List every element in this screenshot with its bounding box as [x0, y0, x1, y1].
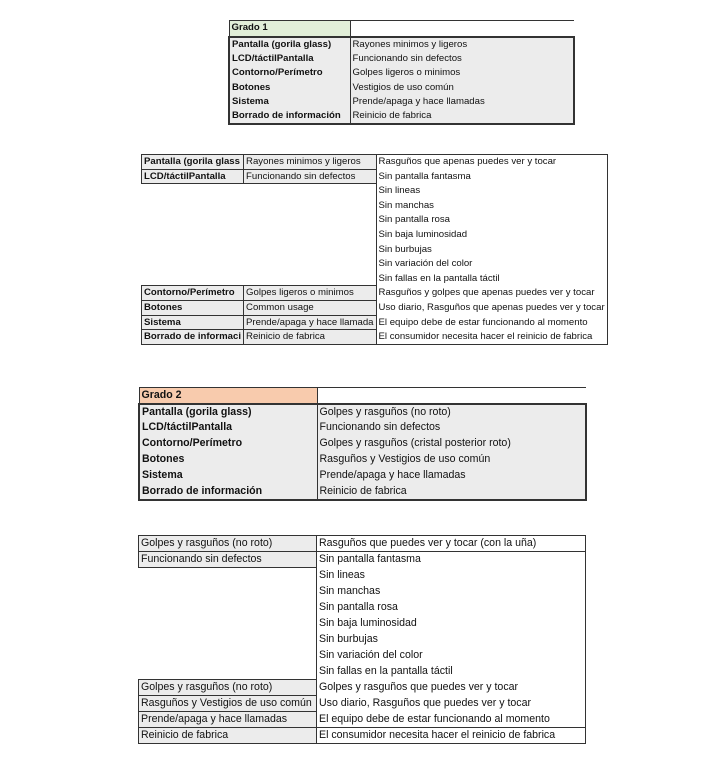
grado2-title: Grado 2: [139, 388, 317, 404]
table-row: [139, 436, 586, 452]
table-row: [229, 109, 574, 124]
row-label: [142, 213, 244, 228]
table-row: [142, 315, 608, 330]
table-row: [139, 404, 586, 420]
row-value: [244, 227, 376, 242]
table-row: [139, 728, 586, 744]
row-value: [139, 664, 317, 680]
table-row: [139, 420, 586, 436]
row-detail: Sin burbujas: [317, 632, 586, 648]
table-row: [139, 632, 586, 648]
row-value: Rasguños y Vestigios de uso común: [317, 452, 586, 468]
table-row: [229, 51, 574, 66]
row-label: Botones: [142, 300, 244, 315]
row-label: Sistema: [142, 315, 244, 330]
table-row: [142, 213, 608, 228]
row-label: Pantalla (gorila glass): [229, 37, 350, 52]
row-value: [244, 257, 376, 272]
row-detail: Uso diario, Rasguños que puedes ver y tocar: [317, 696, 586, 712]
table-row: [142, 155, 608, 170]
table-row: [139, 680, 586, 696]
table-row: [142, 242, 608, 257]
table-row: [139, 452, 586, 468]
row-detail: Sin pantalla rosa: [317, 600, 586, 616]
row-value: Golpes ligeros o minimos: [244, 286, 376, 301]
row-label: Sistema: [139, 468, 317, 484]
grado1-header-blank: [350, 21, 574, 37]
grado2-header-blank: [317, 388, 586, 404]
row-label: LCD/táctilPantalla: [142, 169, 244, 184]
row-detail: Sin fallas en la pantalla táctil: [376, 271, 607, 286]
table-row: [139, 552, 586, 568]
row-value: [139, 648, 317, 664]
row-value: Golpes y rasguños (no roto): [139, 536, 317, 552]
table-row: [229, 37, 574, 52]
table-row: [139, 600, 586, 616]
row-value: [244, 198, 376, 213]
row-detail: El consumidor necesita hacer el reinicio de fabrica: [376, 330, 607, 345]
grado1-title: Grado 1: [229, 21, 350, 37]
row-label: [142, 271, 244, 286]
row-value: Golpes y rasguños (no roto): [317, 404, 586, 420]
row-label: Contorno/Perímetro: [229, 66, 350, 81]
table-row: [229, 66, 574, 81]
table-row: [142, 198, 608, 213]
row-detail: Sin lineas: [376, 184, 607, 199]
row-label: [142, 242, 244, 257]
row-value: [139, 568, 317, 584]
table-row: [142, 271, 608, 286]
row-detail: Sin lineas: [317, 568, 586, 584]
row-detail: Sin pantalla fantasma: [317, 552, 586, 568]
row-value: [244, 213, 376, 228]
row-value: [244, 242, 376, 257]
row-label: [142, 257, 244, 272]
row-detail: Sin variación del color: [376, 257, 607, 272]
row-value: Prende/apaga y hace llamadas: [139, 712, 317, 728]
row-value: Funcionando sin defectos: [244, 169, 376, 184]
table-row: [142, 169, 608, 184]
row-value: [139, 632, 317, 648]
table-row: [139, 616, 586, 632]
row-value: [139, 584, 317, 600]
row-label: Botones: [139, 452, 317, 468]
row-value: [244, 271, 376, 286]
table-row: [142, 257, 608, 272]
row-detail: Rasguños y golpes que apenas puedes ver y tocar: [376, 286, 607, 301]
row-detail: El equipo debe de estar funcionando al momento: [317, 712, 586, 728]
row-value: Prende/apaga y hace llamadas: [350, 95, 574, 110]
table-row: [139, 712, 586, 728]
row-label: Botones: [229, 80, 350, 95]
row-value: Reinicio de fabrica: [350, 109, 574, 124]
row-value: [244, 184, 376, 199]
row-value: Reinicio de fabrica: [317, 484, 586, 500]
row-label: Borrado de información: [139, 484, 317, 500]
row-value: [139, 600, 317, 616]
row-value: Rasguños y Vestigios de uso común: [139, 696, 317, 712]
table-row: [229, 80, 574, 95]
table-row: [142, 330, 608, 345]
table-row: [142, 227, 608, 242]
table-row: [139, 536, 586, 552]
row-label: Borrado de información: [229, 109, 350, 124]
table-row: [142, 286, 608, 301]
row-detail: Sin manchas: [376, 198, 607, 213]
row-value: Reinicio de fabrica: [244, 330, 376, 345]
row-value: Prende/apaga y hace llamadas: [317, 468, 586, 484]
table-row: [139, 664, 586, 680]
row-detail: Sin pantalla fantasma: [376, 169, 607, 184]
row-label: Pantalla (gorila glass): [139, 404, 317, 420]
row-detail: Sin variación del color: [317, 648, 586, 664]
row-value: [139, 616, 317, 632]
row-detail: Rasguños que puedes ver y tocar (con la uña): [317, 536, 586, 552]
table-row: [139, 484, 586, 500]
row-label: Sistema: [229, 95, 350, 110]
row-detail: El consumidor necesita hacer el reinicio de fabrica: [317, 728, 586, 744]
row-detail: Sin baja luminosidad: [376, 227, 607, 242]
table-row: [139, 568, 586, 584]
row-label: [142, 227, 244, 242]
grado1-detail-table: [141, 154, 608, 345]
row-detail: Sin manchas: [317, 584, 586, 600]
grado2-table: [138, 387, 587, 501]
row-label: Pantalla (gorila glass: [142, 155, 244, 170]
row-value: Funcionando sin defectos: [350, 51, 574, 66]
row-detail: Sin burbujas: [376, 242, 607, 257]
row-detail: Sin pantalla rosa: [376, 213, 607, 228]
row-value: Prende/apaga y hace llamada: [244, 315, 376, 330]
row-value: Reinicio de fabrica: [139, 728, 317, 744]
row-detail: Rasguños que apenas puedes ver y tocar: [376, 155, 607, 170]
row-value: Golpes y rasguños (no roto): [139, 680, 317, 696]
row-detail: Golpes y rasguños que puedes ver y tocar: [317, 680, 586, 696]
row-label: LCD/táctilPantalla: [139, 420, 317, 436]
row-value: Common usage: [244, 300, 376, 315]
row-value: Rayones minimos y ligeros: [350, 37, 574, 52]
row-value: Golpes y rasguños (cristal posterior roto): [317, 436, 586, 452]
row-label: Contorno/Perímetro: [142, 286, 244, 301]
table-row: [142, 184, 608, 199]
row-detail: Sin fallas en la pantalla táctil: [317, 664, 586, 680]
table-row: [139, 648, 586, 664]
row-value: Funcionando sin defectos: [317, 420, 586, 436]
row-value: Vestigios de uso común: [350, 80, 574, 95]
row-value: Golpes ligeros o minimos: [350, 66, 574, 81]
table-row: [139, 468, 586, 484]
row-label: LCD/táctilPantalla: [229, 51, 350, 66]
row-value: Funcionando sin defectos: [139, 552, 317, 568]
row-detail: Uso diario, Rasguños que apenas puedes ver y tocar: [376, 300, 607, 315]
row-label: Contorno/Perímetro: [139, 436, 317, 452]
table-row: [229, 95, 574, 110]
grado2-detail-table: [138, 535, 586, 744]
row-label: [142, 198, 244, 213]
table-row: [139, 584, 586, 600]
row-label: Borrado de informaci: [142, 330, 244, 345]
table-row: [139, 696, 586, 712]
grado1-table: [228, 20, 575, 125]
table-row: [142, 300, 608, 315]
row-label: [142, 184, 244, 199]
row-value: Rayones minimos y ligeros: [244, 155, 376, 170]
row-detail: El equipo debe de estar funcionando al momento: [376, 315, 607, 330]
row-detail: Sin baja luminosidad: [317, 616, 586, 632]
